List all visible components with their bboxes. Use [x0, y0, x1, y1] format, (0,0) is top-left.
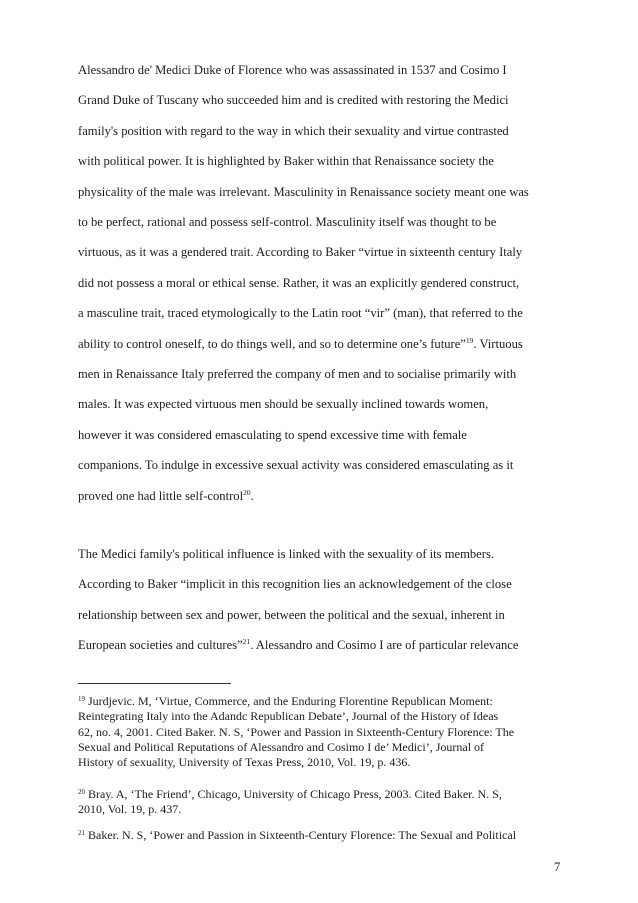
line-text: ability to control oneself, to do things well, and so to determine one’s future” — [78, 336, 466, 351]
footnote-number: 21 — [78, 829, 85, 837]
line-text: males. It was expected virtuous men should be sexually inclined towards women, — [78, 397, 489, 412]
footnote-line — [78, 755, 410, 770]
line-text: Alessandro de' Medici Duke of Florence who was assassinated in 1537 and Cosimo I — [78, 63, 507, 77]
text-line — [78, 153, 494, 169]
line-text: relationship between sex and power, between the political and the sexual, inherent in — [78, 607, 505, 622]
line-text: however it was considered emasculating to spend excessive time with female — [78, 427, 467, 442]
text-line — [78, 123, 509, 139]
line-text: proved one had little self-control — [78, 488, 244, 503]
line-text: did not possess a moral or ethical sense. Rather, it was an explicitly gendered construct, — [78, 275, 520, 290]
footnote-line — [78, 694, 493, 709]
text-line — [78, 637, 518, 653]
line-text: physicality of the male was irrelevant. Masculinity in Renaissance society meant one was — [78, 184, 529, 199]
footnote-reference[interactable]: 19 — [465, 335, 474, 345]
text-line — [78, 576, 512, 592]
footnote-reference[interactable]: 20 — [243, 487, 251, 497]
text-line — [78, 62, 507, 78]
footnote-text: Baker. N. S, ‘Power and Passion in Sixteenth-Century Florence: The Sexual and Political — [85, 828, 517, 842]
line-text: The Medici family's political influence is linked with the sexuality of its members. — [78, 547, 495, 561]
text-line — [78, 546, 494, 562]
line-text: According to Baker “implicit in this recognition lies an acknowledgement of the close — [78, 577, 512, 592]
line-text: virtuous, as it was a gendered trait. According to Baker “virtue in sixteenth century Italy — [78, 245, 523, 260]
footnote-text: 2010, Vol. 19, p. 437. — [78, 802, 182, 817]
footnote-line — [78, 740, 484, 755]
line-text: family's position with regard to the way in which their sexuality and virtue contrasted — [78, 123, 509, 138]
footnote-text: Bray. A, ‘The Friend’, Chicago, University of Chicago Press, 2003. Cited Baker. N. S, — [85, 787, 502, 801]
text-line — [78, 457, 513, 473]
footnote-line — [78, 709, 498, 724]
text-line — [78, 336, 523, 352]
footnote-text: Sexual and Political Reputations of Alessandro and Cosimo I de’ Medici’, Journal of — [78, 739, 485, 754]
footnote-text: Reintegrating Italy into the Adandc Republican Debate’, Journal of the History of Ideas — [78, 709, 499, 724]
line-text: men in Renaissance Italy preferred the company of men and to socialise primarily with — [78, 367, 517, 381]
footnote-number: 19 — [78, 695, 85, 703]
text-line — [78, 488, 254, 504]
footnote-text: History of sexuality, University of Texas Press, 2010, Vol. 19, p. 436. — [78, 755, 411, 770]
line-text: to be perfect, rational and possess self-control. Masculinity itself was thought to be — [78, 215, 497, 229]
line-text-after: . Virtuous — [473, 336, 523, 351]
footnote-line — [78, 725, 514, 740]
footnote-number: 20 — [78, 788, 85, 796]
line-text: European societies and cultures” — [78, 638, 243, 653]
footnote-line — [78, 828, 516, 843]
page-number: 7 — [554, 860, 561, 874]
line-text-after: . — [250, 488, 254, 503]
text-line — [78, 396, 488, 412]
text-line — [78, 305, 523, 321]
line-text: a masculine trait, traced etymologically to the Latin root “vir” (man), that referred to the — [78, 306, 523, 321]
footnote-separator — [78, 683, 231, 684]
text-line — [78, 184, 529, 200]
line-text-after: . Alessandro and Cosimo I are of particular relevance — [250, 638, 519, 653]
text-line — [78, 366, 516, 382]
line-text: with political power. It is highlighted by Baker within that Renaissance society the — [78, 154, 494, 169]
text-line — [78, 214, 496, 230]
text-line — [78, 92, 509, 108]
text-line — [78, 275, 519, 291]
footnote-text: 62, no. 4, 2001. Cited Baker. N. S, ‘Power and Passion in Sixteenth-Century Florence: The — [78, 724, 515, 739]
line-text: Grand Duke of Tuscany who succeeded him and is credited with restoring the Medici — [78, 93, 509, 108]
footnote-text: Jurdjevic. M, ‘Virtue, Commerce, and the Enduring Florentine Republican Moment: — [85, 694, 493, 708]
footnote-line — [78, 787, 502, 802]
text-line — [78, 244, 522, 260]
text-line — [78, 607, 505, 623]
line-text: companions. To indulge in excessive sexual activity was considered emasculating as it — [78, 458, 514, 473]
footnote-line — [78, 802, 181, 817]
footnote-reference[interactable]: 21 — [242, 637, 251, 647]
text-line — [78, 427, 467, 443]
